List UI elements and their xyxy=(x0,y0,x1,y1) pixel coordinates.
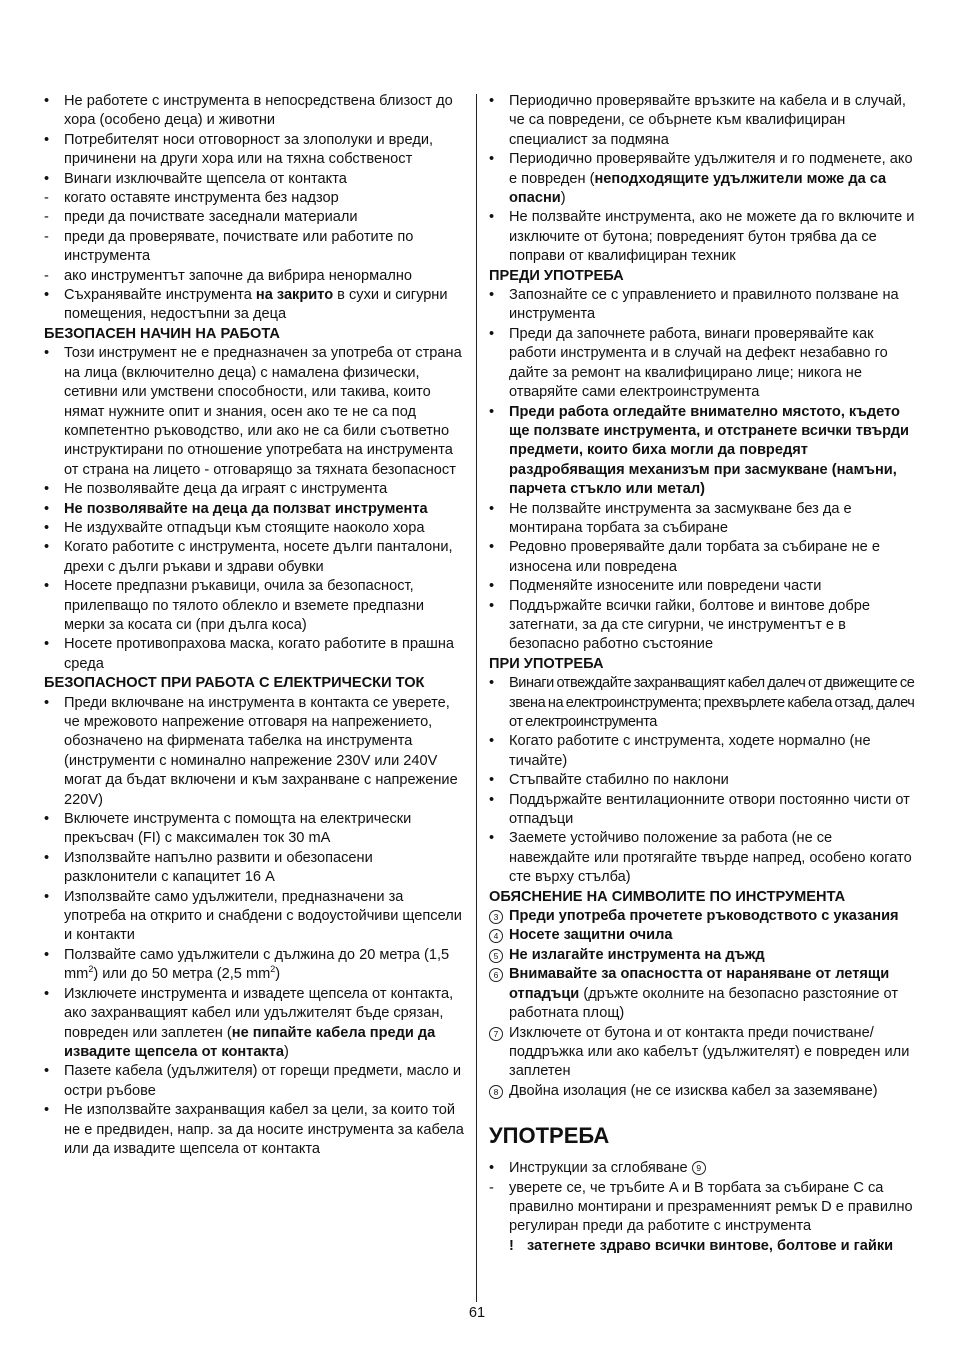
section-heading-safe-work: БЕЗОПАСЕН НАЧИН НА РАБОТА xyxy=(44,325,280,342)
sub-list-item: - ако инструментът започне да вибрира ненормално xyxy=(44,267,468,286)
sub-list-item: - преди да проверявате, почиствате или работите по инструмента xyxy=(44,228,468,267)
section-heading-electrical-safety: БЕЗОПАСНОСТ ПРИ РАБОТА С ЕЛЕКТРИЧЕСКИ ТОК xyxy=(44,675,425,692)
circled-number-icon: 4 xyxy=(489,929,503,943)
column-divider xyxy=(476,94,477,1302)
list-item: • Запознайте се с управлението и правилното ползване на инструмента xyxy=(489,286,917,325)
list-item: • Носете предпазни ръкавици, очила за безопасност, прилепващо по тялото облекло и вземете предпазни мерки за косата си (при дълга коса) xyxy=(44,577,468,635)
section-heading-symbols: ОБЯСНЕНИЕ НА СИМВОЛИТЕ ПО ИНСТРУМЕНТА xyxy=(489,888,846,905)
symbol-item: 8 Двойна изолация (не се изисква кабел за заземяване) xyxy=(489,1082,917,1101)
list-item: • Не издухвайте отпадъци към стоящите наоколо хора xyxy=(44,519,468,538)
symbol-item: 6 Внимавайте за опасността от нараняване от летящи отпадъци (дръжте околните на безопасно разстояние от работната площ) xyxy=(489,965,917,1023)
list-item: • Не работете с инструмента в непосредствена близост до хора (особено деца) и животни xyxy=(44,92,468,131)
list-item: • Използвайте напълно развити и обезопасени разклонители с капацитет 16 A xyxy=(44,849,468,888)
list-item: • Редовно проверявайте дали торбата за събиране не е износена или повредена xyxy=(489,538,917,577)
symbol-item: 3 Преди употреба прочетете ръководството с указания xyxy=(489,907,917,926)
list-item: • Не използвайте захранващия кабел за цели, за които той не е предвиден, напр. за да носите инструмента за кабела или да извадите щепсела от контакта xyxy=(44,1101,468,1159)
list-item: • Винаги отвеждайте захранващият кабел далеч от движещите се звена на електроинструмента; прехвърлете кабела отзад, далеч от електроинструмента xyxy=(489,674,917,732)
list-item: • Когато работите с инструмента, ходете нормално (не тичайте) xyxy=(489,732,917,771)
sub-list-item: - когато оставяте инструмента без надзор xyxy=(44,189,468,208)
list-item: • Преди работа огледайте внимателно мястото, където ще ползвате инструмента, и отстранете всички твърди предмети, които биха могли да повредят раздробяващия механизъм при засмукване (намъни, парчета стъкло или метал) xyxy=(489,403,917,500)
section-heading-during-use: ПРИ УПОТРЕБА xyxy=(489,655,604,672)
list-item: • Съхранявайте инструмента на закрито в сухи и сигурни помещения, недостъпни за деца xyxy=(44,286,468,325)
list-item: • Периодично проверявайте връзките на кабела и в случай, че са повредени, се обърнете към квалифициран специалист за подмяна xyxy=(489,92,917,150)
list-item: • Не ползвайте инструмента, ако не можете да го включите и изключите от бутона; повреденият бутон трябва да се поправи от квалифициран техник xyxy=(489,208,917,266)
list-item: • Поддържайте всички гайки, болтове и винтове добре затегнати, за да сте сигурни, че инструментът е в безопасно работно състояние xyxy=(489,597,917,655)
list-item: • Подменяйте износените или повредени части xyxy=(489,577,917,596)
list-item: • Изключете инструмента и извадете щепсела от контакта, ако захранващият кабел или удължителят бъде срязан, повреден или заплетен (не пипайте кабела преди да извадите щепсела от контакта) xyxy=(44,985,468,1063)
right-column xyxy=(489,92,917,1256)
list-item: • Периодично проверявайте удължителя и го подменете, ако е повреден (неподходящите удължители може да са опасни) xyxy=(489,150,917,208)
page-number: 61 xyxy=(468,1305,486,1321)
circled-number-icon: 3 xyxy=(489,910,503,924)
main-heading-use: УПОТРЕБА xyxy=(489,1123,610,1149)
list-item: • Поддържайте вентилационните отвори постоянно чисти от отпадъци xyxy=(489,791,917,830)
list-item: • Заемете устойчиво положение за работа (не се навеждайте или протягайте твърде напред, особено когато сте върху стълба) xyxy=(489,829,917,887)
symbol-item: 7 Изключете от бутона и от контакта преди почистване/поддръжка или ако кабелът (удължителят) е повреден или заплетен xyxy=(489,1024,917,1082)
list-item: • Носете противопрахова маска, когато работите в прашна среда xyxy=(44,635,468,674)
list-item: • Когато работите с инструмента, носете дълги панталони, дрехи с дълги ръкави и здрави обувки xyxy=(44,538,468,577)
sub-list-item: - уверете се, че тръбите A и B торбата за събиране C са правилно монтирани и презраменният ремък D е правилно регулиран преди да работите с инструмента xyxy=(489,1179,917,1237)
list-item: • Стъпвайте стабилно по наклони xyxy=(489,771,917,790)
list-item: • Не ползвайте инструмента за засмукване без да е монтирана торбата за събиране xyxy=(489,500,917,539)
circled-number-icon: 8 xyxy=(489,1085,503,1099)
list-item: • Ползвайте само удължители с дължина до 20 метра (1,5 $mm^2$) или до 50 метра (2,5 $mm^2$) xyxy=(44,946,468,985)
list-item: • Потребителят носи отговорност за злополуки и вреди, причинени на други хора или на тяхна собственост xyxy=(44,131,468,170)
list-item: • Използвайте само удължители, предназначени за употреба на открито и снабдени с водоустойчиви щепсели и контакти xyxy=(44,888,468,946)
symbol-item: 4 Носете защитни очила xyxy=(489,926,917,945)
list-item: • Не позволявайте на деца да ползват инструмента xyxy=(44,500,468,519)
warning-item: ! затегнете здраво всички винтове, болтове и гайки xyxy=(489,1237,917,1256)
list-item: • Инструкции за сглобяване 9 xyxy=(489,1159,917,1178)
list-item: • Този инструмент не е предназначен за употреба от страна на лица (включително деца) с намалена физически, сетивни или умствени способности, или такива, които нямат нужните опит и знания, осен ако те не са под компетентно ръководство, или ако не са били съответно инструктирани по отношение употребата на инструмента от страна на лицето - отговарящо за тяхната безопасност xyxy=(44,344,468,480)
list-item: • Винаги изключвайте щепсела от контакта xyxy=(44,170,468,189)
circled-number-icon: 6 xyxy=(489,968,503,982)
left-column xyxy=(44,92,468,1159)
circled-number-icon: 7 xyxy=(489,1027,503,1041)
circled-number-icon: 9 xyxy=(692,1161,706,1175)
list-item: • Пазете кабела (удължителя) от горещи предмети, масло и остри ръбове xyxy=(44,1062,468,1101)
list-item: • Преди включване на инструмента в контакта се уверете, че мрежовото напрежение отговаря на напрежението, обозначено на фирмената табелка на инструмента (инструменти с номинално напрежение 230V или 240V могат да бъдат включени и към захранване с напрежение 220V) xyxy=(44,694,468,810)
symbol-item: 5 Не излагайте инструмента на дъжд xyxy=(489,946,917,965)
sub-list-item: - преди да почиствате заседнали материали xyxy=(44,208,468,227)
list-item: • Не позволявайте деца да играят с инструмента xyxy=(44,480,468,499)
circled-number-icon: 5 xyxy=(489,949,503,963)
list-item: • Преди да започнете работа, винаги проверявайте как работи инструмента и в случай на дефект незабавно го дайте за ремонт на квалифицирано лице; никога не отваряйте сами електроинструмента xyxy=(489,325,917,403)
section-heading-before-use: ПРЕДИ УПОТРЕБА xyxy=(489,267,624,284)
list-item: • Включете инструмента с помощта на електрически прекъсвач (FI) с максимален ток 30 mA xyxy=(44,810,468,849)
